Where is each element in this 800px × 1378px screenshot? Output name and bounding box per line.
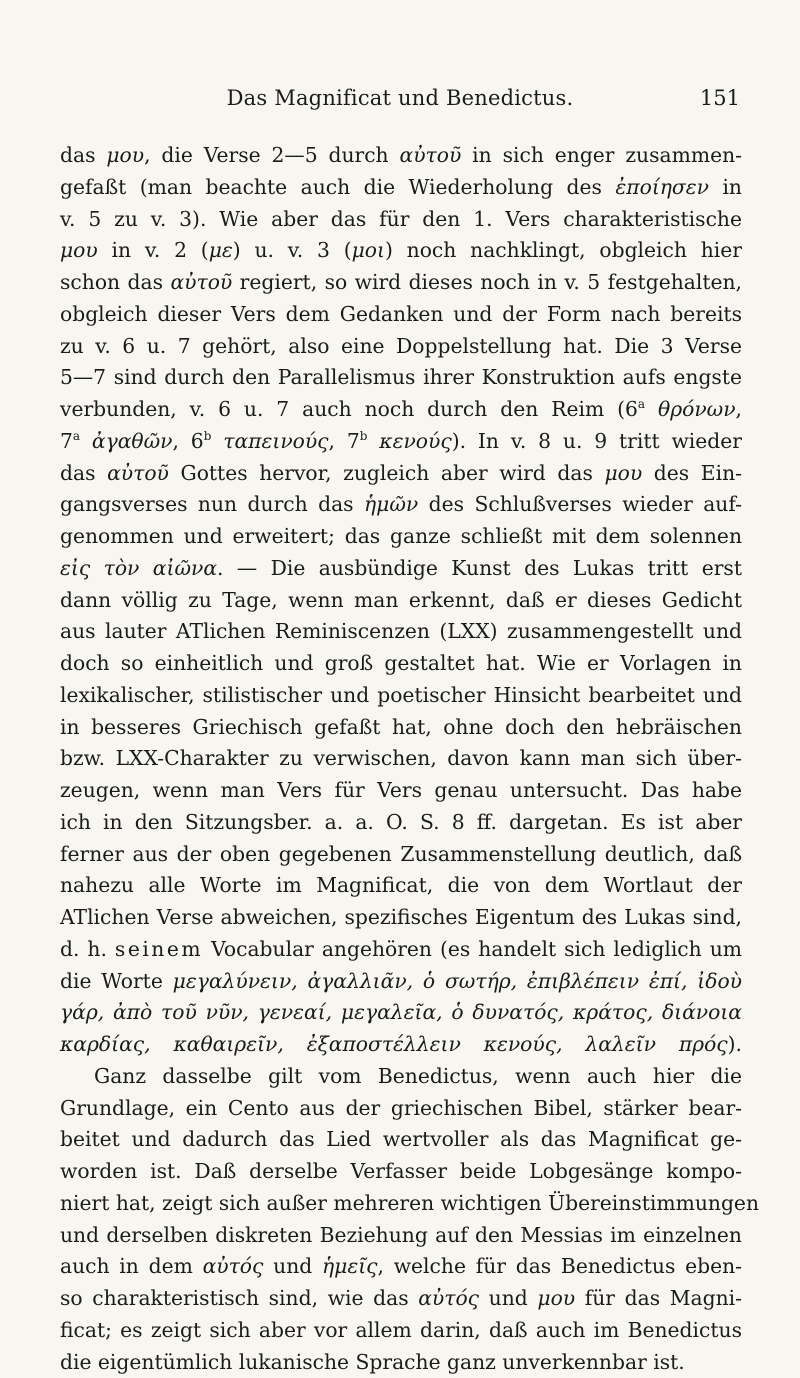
text-line: und derselben diskreten Beziehung auf den Messias im einzelnen — [60, 1220, 742, 1252]
text-line: καρδίας, καθαιρεῖν, ἐξαποστέλλειν κενούς, λαλεῖν πρός). — [60, 1029, 742, 1061]
superscript: a — [73, 429, 80, 443]
greek-term: μου — [537, 1286, 575, 1310]
running-head — [60, 86, 740, 122]
superscript: a — [638, 397, 645, 411]
greek-term: αὐτός — [203, 1254, 264, 1278]
text-line: ficat; es zeigt sich aber vor allem darin, daß auch im Benedictus — [60, 1315, 742, 1347]
greek-term: ταπεινούς — [223, 429, 328, 453]
greek-term: αὐτοῦ — [400, 143, 462, 167]
greek-term: αὐτοῦ — [107, 461, 169, 485]
text-line: zu v. 6 u. 7 gehört, also eine Doppelstellung hat. Die 3 Verse — [60, 331, 742, 363]
text-line — [60, 997, 742, 1029]
superscript: b — [360, 429, 368, 443]
body-text — [60, 140, 742, 1378]
text-line: bzw. LXX-Charakter zu verwischen, davon kann man sich über- — [60, 743, 742, 775]
text-line: nahezu alle Worte im Magnificat, die von dem Wortlaut der — [60, 870, 742, 902]
text-line: die Worte μεγαλύνειν, ἀγαλλιᾶν, ὁ σωτήρ, ἐπιβλέπειν ἐπί, ἰδοὺ — [60, 966, 742, 998]
greek-term: ἡμῶν — [364, 492, 418, 516]
text-line: v. 5 zu v. 3). Wie aber das für den 1. Vers charakteristische — [60, 204, 742, 236]
text-line: schon das αὐτοῦ regiert, so wird dieses noch in v. 5 festgehalten, — [60, 267, 742, 299]
text-line: zeugen, wenn man Vers für Vers genau untersucht. Das habe — [60, 775, 742, 807]
text-line: das αὐτοῦ Gottes hervor, zugleich aber wird das μου des Ein- — [60, 458, 742, 490]
text-line: niert hat, zeigt sich außer mehreren wichtigen Übereinstimmungen — [60, 1188, 742, 1220]
greek-term: κενούς — [379, 429, 451, 453]
spaced-emphasis: seinem — [115, 937, 203, 961]
greek-term: αὐτός — [418, 1286, 479, 1310]
text-line: beitet und dadurch das Lied wertvoller als das Magnificat ge- — [60, 1124, 742, 1156]
text-line: die eigentümlich lukanische Sprache ganz unverkennbar ist. — [60, 1347, 742, 1378]
text-line: worden ist. Daß derselbe Verfasser beide Lobgesänge kompo- — [60, 1156, 742, 1188]
text-line: doch so einheitlich und groß gestaltet hat. Wie er Vorlagen in — [60, 648, 742, 680]
greek-term: αὐτοῦ — [170, 270, 232, 294]
text-line: gefaßt (man beachte auch die Wiederholung des ἐποίησεν in — [60, 172, 742, 204]
greek-term: καρδίας, καθαιρεῖν, ἐξαποστέλλειν κενούς, λαλεῖν πρός — [60, 1032, 728, 1056]
text-line: lexikalischer, stilistischer und poetischer Hinsicht bearbeitet und — [60, 680, 742, 712]
greek-term: μου — [604, 461, 642, 485]
text-line: ATlichen Verse abweichen, spezifisches Eigentum des Lukas sind, — [60, 902, 742, 934]
text-line: ich in den Sitzungsber. a. a. O. S. 8 ff. dargetan. Es ist aber — [60, 807, 742, 839]
page-number: 151 — [700, 86, 740, 110]
text-line: gangsverses nun durch das ἡμῶν des Schlußverses wieder auf- — [60, 489, 742, 521]
greek-term: ἐποίησεν — [615, 175, 709, 199]
greek-term: μοι — [352, 238, 385, 262]
text-line: d. h. seinem Vocabular angehören (es handelt sich lediglich um — [60, 934, 742, 966]
text-line: verbunden, v. 6 u. 7 auch noch durch den Reim (6$^a$ θρόνων, — [60, 394, 742, 426]
text-line: 7$^a$ ἀγαθῶν, 6$^b$ ταπεινούς, 7$^b$ κενούς). In v. 8 u. 9 tritt wieder — [60, 426, 742, 458]
greek-term: με — [209, 238, 233, 262]
text-line: Ganz dasselbe gilt vom Benedictus, wenn auch hier die — [60, 1061, 742, 1093]
text-line: aus lauter ATlichen Reminiscenzen (LXX) zusammengestellt und — [60, 616, 742, 648]
greek-term: θρόνων — [658, 397, 736, 421]
text-line: 5—7 sind durch den Parallelismus ihrer Konstruktion aufs engste — [60, 362, 742, 394]
greek-term: ἡμεῖς — [322, 1254, 378, 1278]
text-line: Grundlage, ein Cento aus der griechischen Bibel, stärker bear- — [60, 1093, 742, 1125]
running-title: Das Magnificat und Benedictus. — [60, 86, 740, 110]
greek-term: εἰς τὸν αἰῶνα — [60, 556, 217, 580]
text-line: obgleich dieser Vers dem Gedanken und der Form nach bereits — [60, 299, 742, 331]
text-line: so charakteristisch sind, wie das αὐτός und μου für das Magni- — [60, 1283, 742, 1315]
text-line: genommen und erweitert; das ganze schließt mit dem solennen — [60, 521, 742, 553]
greek-term: μου — [106, 143, 144, 167]
greek-term: ἀγαθῶν — [92, 429, 173, 453]
text-line: μου in v. 2 (με) u. v. 3 (μοι) noch nachklingt, obgleich hier — [60, 235, 742, 267]
superscript: b — [204, 429, 212, 443]
greek-term: γάρ, ἀπὸ τοῦ νῦν, γενεαί, μεγαλεῖα, ὁ δυνατός, κράτος, διάνοια — [60, 1000, 742, 1024]
text-line: ferner aus der oben gegebenen Zusammenstellung deutlich, daß — [60, 839, 742, 871]
text-line: dann völlig zu Tage, wenn man erkennt, daß er dieses Gedicht — [60, 585, 742, 617]
greek-term: μεγαλύνειν, ἀγαλλιᾶν, ὁ σωτήρ, ἐπιβλέπειν ἐπί, ἰδοὺ — [173, 969, 742, 993]
greek-term: μου — [60, 238, 98, 262]
text-line: auch in dem αὐτός und ἡμεῖς, welche für das Benedictus eben- — [60, 1251, 742, 1283]
text-line: εἰς τὸν αἰῶνα. — Die ausbündige Kunst des Lukas tritt erst — [60, 553, 742, 585]
text-line: in besseres Griechisch gefaßt hat, ohne doch den hebräischen — [60, 712, 742, 744]
text-line: das μου, die Verse 2—5 durch αὐτοῦ in sich enger zusammen- — [60, 140, 742, 172]
